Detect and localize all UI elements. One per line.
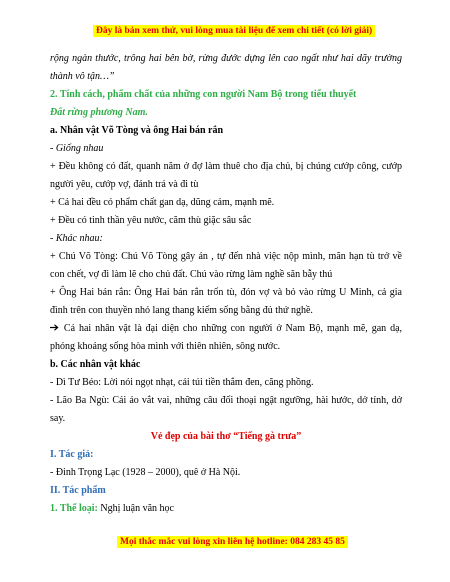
section-2-heading (50, 86, 402, 122)
similar-item: + Đều có tinh thần yêu nước, căm thù giặc sâu sắc (50, 215, 252, 226)
poem-section-title: Vẻ đẹp của bài thơ “Tiếng gà trưa” (150, 431, 302, 442)
genre-line (50, 500, 402, 518)
section-2-book-title: Đất rừng phương Nam. (50, 107, 148, 118)
other-character: - Lão Ba Ngù: Cái áo vắt vai, những câu đối thoại ngật ngưỡng, hài hước, dở tỉnh, dở say. (50, 395, 402, 424)
conclusion-text: Cả hai nhân vật là đại diện cho những con người ở Nam Bộ, mạnh mẽ, gan dạ, phóng khoáng sống hòa mình với thiên nhiên, sông nước. (50, 323, 403, 352)
conclusion-paragraph (50, 320, 402, 356)
different-item: + Ông Hai bán rắn: Ông Hai bán rắn trốn tù, đón vợ và bỏ vào rừng U Minh, cả gia đình trên con thuyền nhỏ lang thang kiếm sống bằng đủ thứ nghề. (50, 287, 402, 316)
section-2-title: 2. Tính cách, phẩm chất của những con người Nam Bộ trong tiểu thuyết (50, 89, 357, 100)
different-label: - Khác nhau: (50, 233, 103, 244)
preview-notice-banner: Đây là bản xem thử, vui lòng mua tài liệu để xem chi tiết (có lời giải) (93, 25, 375, 37)
right-arrow-icon (50, 320, 60, 338)
similar-label: - Giống nhau (50, 143, 104, 154)
subsection-a-heading: a. Nhân vật Võ Tòng và ông Hai bán rắn (50, 125, 224, 136)
subsection-b-heading: b. Các nhân vật khác (50, 359, 141, 370)
genre-label: 1. Thể loại: (50, 503, 98, 514)
author-info: - Đinh Trọng Lạc (1928 – 2000), quê ở Hà Nội. (50, 467, 241, 478)
different-item: + Chú Võ Tòng: Chú Võ Tòng gây án , tự đến nhà việc nộp mình, mãn hạn tù trở về con chết, vợ đi làm lẽ cho chủ đất. Chú vào rừng làm nghề săn bẫy thú (50, 251, 402, 280)
document-body (50, 50, 402, 518)
other-character: - Dì Tư Béo: Lời nói ngọt nhạt, cái túi tiền thắm đen, căng phồng. (50, 377, 314, 388)
part-2-heading: II. Tác phẩm (50, 485, 106, 496)
genre-value: Nghị luận văn học (97, 503, 174, 514)
similar-item: + Đều không có đất, quanh năm ở đợ làm thuê cho địa chủ, bị chúng cướp công, cướp người yêu, cướp vợ, đánh trả và đi tù (50, 161, 402, 190)
quote-continuation: rộng ngàn thước, trông hai bên bờ, rừng đước dựng lên cao ngất như hai dãy trường thành vô tận…” (50, 53, 402, 82)
part-1-heading: I. Tác giả: (50, 449, 94, 460)
hotline-banner: Mọi thắc mắc vui lòng xin liên hệ hotline: 084 283 45 85 (117, 536, 348, 548)
similar-item: + Cả hai đều có phẩm chất gan dạ, dũng cảm, mạnh mẽ. (50, 197, 275, 208)
